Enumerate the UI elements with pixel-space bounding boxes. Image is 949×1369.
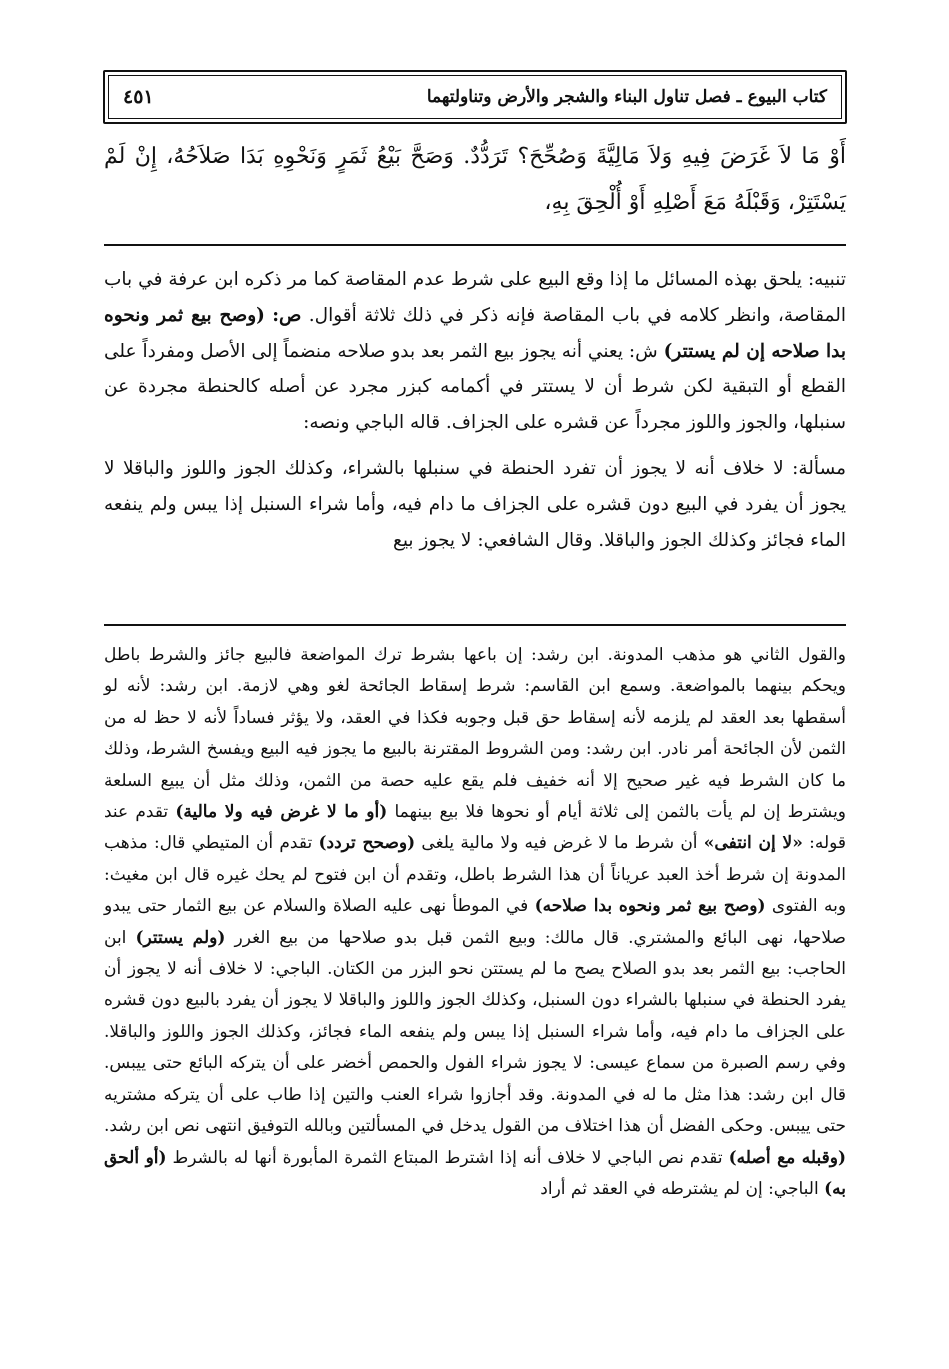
footnote-text: في الموطأ نهى عليه الصلاة والسلام عن بيع الثمار حتى يبدو صلاحها، نهى البائع والمشتري. قال مالك: وبيع الثمن قبل بدو صلاحها من بيع الغرر bbox=[104, 896, 846, 948]
quoted-matn: (أو ألحق به) bbox=[104, 1147, 846, 1199]
quoted-matn: (أو ما لا غرض فيه ولا مالية) bbox=[175, 802, 388, 823]
page-number: ٤٥١ bbox=[123, 86, 154, 108]
quoted-matn: (ولم يستتر) bbox=[135, 927, 226, 948]
footnote-text: أن شرط ما لا غرض فيه ولا مالية يلغى bbox=[421, 833, 698, 854]
sharh-paragraph-2 bbox=[104, 451, 846, 558]
quoted-matn: (وصح بيع ثمر ونحوه بدا صلاحه) bbox=[534, 896, 766, 917]
sad-marker: ص: bbox=[272, 304, 302, 326]
quoted-matn: (وقبله مع أصله) bbox=[728, 1147, 846, 1168]
footnote-commentary bbox=[104, 640, 846, 1205]
matn-divider bbox=[104, 244, 846, 246]
footnote-text: والقول الثاني هو مذهب المدونة. ابن رشد: إن باعها بشرط ترك المواضعة فالبيع جائز والشرط باطل ويحكم بينهما بالمواضعة. وسمع ابن القاسم: شرط إسقاط الجائحة لغو وهي لازمة. ابن رشد: لأنه لو أسقطها بعد العقد لم يلزمه لأنه إسقاط حق قبل وجوبه فكذا في العقد، ولا يؤثر فساداً لأنه لا حظ له من الثمن لأن الجائحة أمر نادر. ابن رشد: ومن الشروط المقترنة بالبيع ما يجوز فيه البيع ويفسخ الشرط، وذلك ما كان الشرط فيه غير صحيح إلا أنه خفيف فلم يقع عليه حصة من الثمن، وذلك مثل أن يبيع السلعة ويشترط إن لم يأت بالثمن إلى ثلاثة أيام أو نحوها فلا بيع بينهما bbox=[104, 645, 847, 823]
quoted-matn: (وصحح تردد) bbox=[318, 833, 416, 854]
sharh-paragraph-1 bbox=[104, 262, 846, 441]
sharh-text: ش: يعني أنه يجوز بيع الثمر بعد بدو صلاحه منضماً إلى الأصل ومفرداً على القطع أو التبقية لكن شرط أن لا يستتر في أكمامه كبزر مجرد عن أصله كالحنطة مجردة عن سنبلها، والجوز واللوز مجرداً عن قشره على الجزاف. قاله الباجي ونصه: bbox=[104, 340, 846, 434]
running-header bbox=[103, 70, 847, 124]
footnote-text: الباجي: إن لم يشترطه في العقد ثم أراد bbox=[540, 1178, 819, 1199]
footnote-text: تقدم نص الباجي لا خلاف أنه إذا اشترط المبتاع الثمرة المأبورة أنها له بالشرط bbox=[172, 1147, 723, 1168]
sharh-text: تنبيه: يلحق بهذه المسائل ما إذا وقع البيع على شرط عدم المقاصة كما مر ذكره ابن عرفة في باب المقاصة، وانظر كلامه في باب المقاصة فإنه ذكر في ذلك ثلاثة أقوال. bbox=[104, 269, 846, 326]
sharh-text: مسألة: لا خلاف أنه لا يجوز أن تفرد الحنطة في سنبلها بالشراء، وكذلك الجوز واللوز والباقلا لا يجوز أن يفرد في البيع دون قشره على الجزاف ما دام فيه، وأما شراء السنبل إذا يبس ولم ينفعه الماء فجائز وكذلك الجوز والباقلا. وقال الشافعي: لا يجوز بيع bbox=[104, 457, 846, 551]
footnote-text: تقدم أن المتيطي قال: مذهب المدونة إن شرط أخذ العبد عرياناً أن هذا الشرط باطل، وتقدم أن ابن فتوح لم يحك غيره قال ابن مغيث: وبه الفتوى bbox=[104, 833, 847, 917]
running-header-inner bbox=[108, 75, 842, 119]
quoted-matn: (وصح بيع ثمر ونحوه بدا صلاحه إن لم يستتر) bbox=[104, 304, 846, 362]
sharh-commentary bbox=[104, 262, 846, 558]
footnote-text: تقدم عند قوله: bbox=[104, 802, 847, 854]
footnote-divider bbox=[104, 624, 846, 626]
running-title: كتاب البيوع ـ فصل تناول البناء والشجر والأرض وتناولتهما bbox=[426, 87, 827, 107]
footnote-text: ابن الحاجب: بيع الثمر بعد بدو الصلاح يصح ما لم يستتن نحو البزر من الكتان. الباجي: لا خلاف أنه لا يجوز أن يفرد الحنطة في سنبلها بالشراء دون السنبل، وكذلك الجوز واللوز والباقلا لا يجوز أن يفرد بالبيع دون قشره على الجزاف ما دام فيه، وأما شراء السنبل إذا يبس ولم ينفعه الماء فجائز، وكذلك الجوز واللوز والباقلا. وفي رسم الصبرة من سماع عيسى: لا يجوز شراء الفول والحمص أخضر على أن يتركه البائع حتى ييبس. قال ابن رشد: هذا مثل ما له في المدونة. وقد أجازوا شراء العنب والتين إذا طاب على أن يتركه مشتريه حتى ييبس. وحكى الفضل أن هذا اختلاف من القول يدخل في المسألتين وبالله التوفيق انتهى نص ابن رشد. bbox=[104, 927, 846, 1137]
matn-text: أَوْ مَا لاَ غَرَضَ فِيهِ وَلاَ مَالِيَّةَ وَصُحِّحَ؟ تَرَدُّدٌ. وَصَحَّ بَيْعُ ثَمَرٍ وَنَحْوِهِ بَدَا صَلاَحُهُ، إِنْ لَمْ يَسْتَتِرْ، وَقَبْلَهُ مَعَ أَصْلِهِ أَوْ أُلْحِقَ بِهِ، bbox=[104, 144, 846, 215]
quoted-matn: «لا إن انتفى» bbox=[703, 833, 803, 854]
